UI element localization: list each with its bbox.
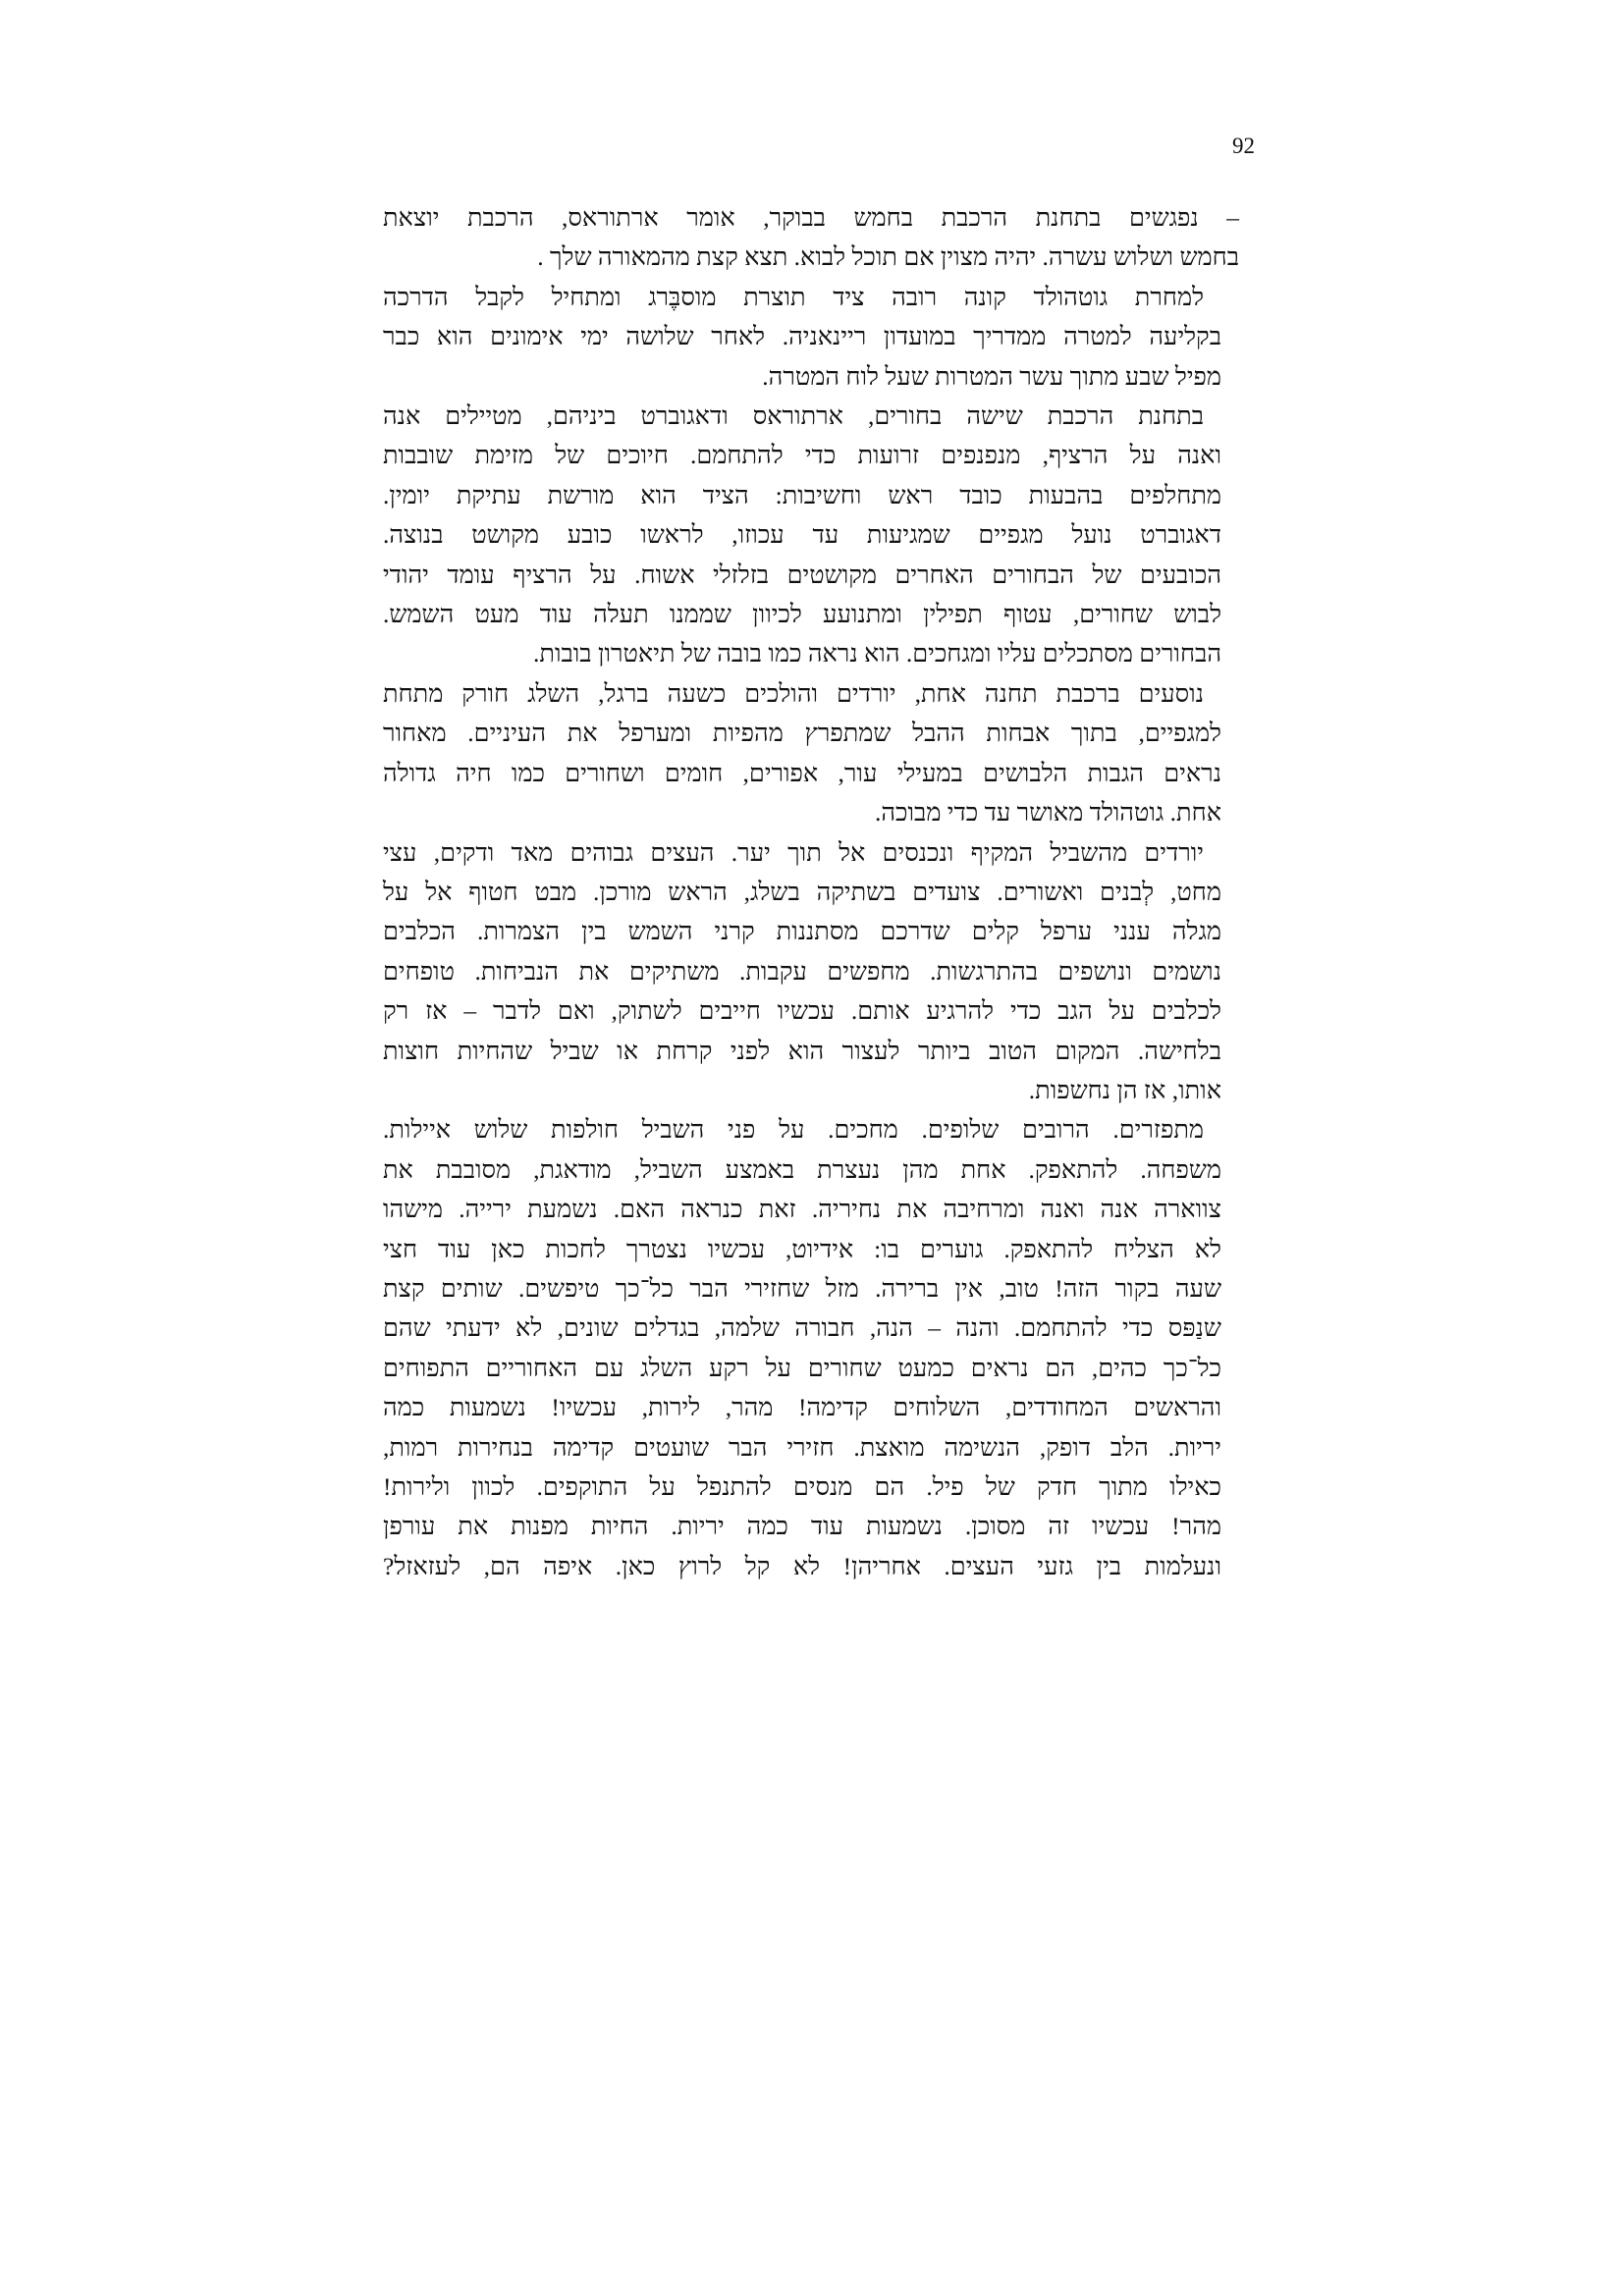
text-line: לכלבים על הגב כדי להרגיע אותם. עכשיו חייבים לשתוק, ואם לדבר – אז רק	[383, 996, 1221, 1026]
text-line: לא הצליח להתאפק. גוערים בו: אידיוט, עכשיו נצטרך לחכות כאן עוד חצי	[383, 1234, 1221, 1263]
text-line: אותו, אז הן נחשפות.	[1028, 1075, 1221, 1104]
text-line: שעה בקור הזה! טוב, אין ברירה. מזל שחזירי הבר כל־כך טיפשים. שותים קצת	[383, 1273, 1221, 1303]
text-line: מתחלפים בהבעות כובד ראש וחשיבות: הציד הוא מורשת עתיקת יומין.	[383, 480, 1221, 509]
paragraph	[383, 278, 1239, 397]
text-line: למחרת גוטהולד קונה רובה ציד תוצרת מוסבֶּרג ומתחיל לקבל הדרכה	[383, 282, 1204, 311]
text-line: כאילו מתוך חדק של פיל. הם מנסים להתנפל על התוקפים. לכוון ולירות!	[383, 1472, 1221, 1501]
text-line: מחט, לְבנים ואשורים. צועדים בשתיקה בשלג, הראש מורכן. מבט חטוף אל על	[383, 877, 1221, 906]
text-line: יריות. הלב דופק, הנשימה מואצת. חזירי הבר שועטים קדימה בנחירות רמות,	[383, 1432, 1221, 1462]
text-line: מגלה ענני ערפל קלים שדרכם מסתננות קרני השמש בין הצמרות. הכלבים	[383, 917, 1221, 946]
paragraph	[383, 397, 1239, 674]
text-line: הבחורים מסתכלים עליו ומגחכים. הוא נראה כמו בובה של תיאטרון בובות.	[533, 639, 1221, 668]
text-line: נוסעים ברכבת תחנה אחת, יורדים והולכים כשעה ברגל, השלג חורק מתחת	[383, 678, 1204, 708]
text-line: שנַפּס כדי להתחמם. והנה – הנה, חבורה שלמה, בגדלים שונים, לא ידעתי שהם	[383, 1313, 1221, 1343]
text-line: בחמש ושלוש עשרה. יהיה מצוין אם תוכל לבוא. תצא קצת מהמאורה שלך .	[537, 242, 1239, 272]
text-line: משפחה. להתאפק. אחת מהן נעצרת באמצע השביל, מודאגת, מסובבת את	[383, 1154, 1221, 1184]
text-line: כל־כך כהים, הם נראים כמעט שחורים על רקע השלג עם האחוריים התפוחים	[383, 1353, 1221, 1382]
text-line: – נפגשים בתחנת הרכבת בחמש בבוקר, אומר ארתוראס, הרכבת יוצאת	[383, 203, 1239, 232]
paragraph	[383, 674, 1239, 833]
text-line: יורדים מהשביל המקיף ונכנסים אל תוך יער. העצים גבוהים מאד ודקים, עצי	[383, 837, 1204, 867]
paragraph	[383, 198, 1239, 278]
text-line: נושמים ונושפים בהתרגשות. מחפשים עקבות. משתיקים את הנביחות. טופחים	[383, 956, 1221, 986]
text-line: למגפיים, בתוך אבחות ההבל שמתפרץ מהפיות ומערפל את העיניים. מאחור	[383, 719, 1221, 748]
text-line: הכובעים של הבחורים האחרים מקושטים בזלזלי אשוח. על הרציף עומד יהודי	[383, 560, 1221, 589]
paragraph	[383, 833, 1239, 1111]
paragraph	[383, 1110, 1239, 1586]
page-number: 92	[1232, 133, 1255, 158]
text-line: בלחישה. המקום הטוב ביותר לעצור הוא לפני קרחת או שביל שהחיות חוצות	[383, 1036, 1221, 1065]
text-line: דאגוברט נועל מגפיים שמגיעות עד עכוזו, לראשו כובע מקושט בנוצה.	[383, 520, 1221, 550]
text-line: צווארה אנה ואנה ומרחיבה את נחיריה. זאת כנראה האם. נשמעת ירייה. מישהו	[383, 1195, 1221, 1224]
text-line: בקליעה למטרה ממדריך במועדון ריינאניה. לאחר שלושה ימי אימונים הוא כבר	[383, 322, 1221, 351]
text-line: לבוש שחורים, עטוף תפילין ומתנועע לכיוון שממנו תעלה עוד מעט השמש.	[383, 600, 1221, 629]
text-line: ואנה על הרציף, מנפנפים זרועות כדי להתחמם. חיוכים של מזימת שובבות	[383, 441, 1221, 470]
body-text	[383, 198, 1239, 1586]
text-line: בתחנת הרכבת שישה בחורים, ארתוראס ודאגוברט ביניהם, מטיילים אנה	[383, 401, 1204, 431]
text-line: מתפזרים. הרובים שלופים. מחכים. על פני השביל חולפות שלוש איילות.	[383, 1115, 1204, 1145]
text-line: נראים הגבות הלבושים במעילי עור, אפורים, חומים ושחורים כמו חיה גדולה	[383, 758, 1221, 787]
text-line: מפיל שבע מתוך עשר המטרות שעל לוח המטרה.	[762, 361, 1221, 391]
text-line: אחת. גוטהולד מאושר עד כדי מבוכה.	[875, 798, 1221, 828]
text-line: מהר! עכשיו זה מסוכן. נשמעות עוד כמה יריות. החיות מפנות את עורפן	[383, 1512, 1221, 1541]
text-line: והראשים המחודדים, השלוחים קדימה! מהר, לירות, עכשיו! נשמעות כמה	[383, 1393, 1221, 1422]
text-line: ונעלמות בין גזעי העצים. אחריהן! לא קל לרוץ כאן. איפה הם, לעזאזל?	[383, 1551, 1221, 1580]
